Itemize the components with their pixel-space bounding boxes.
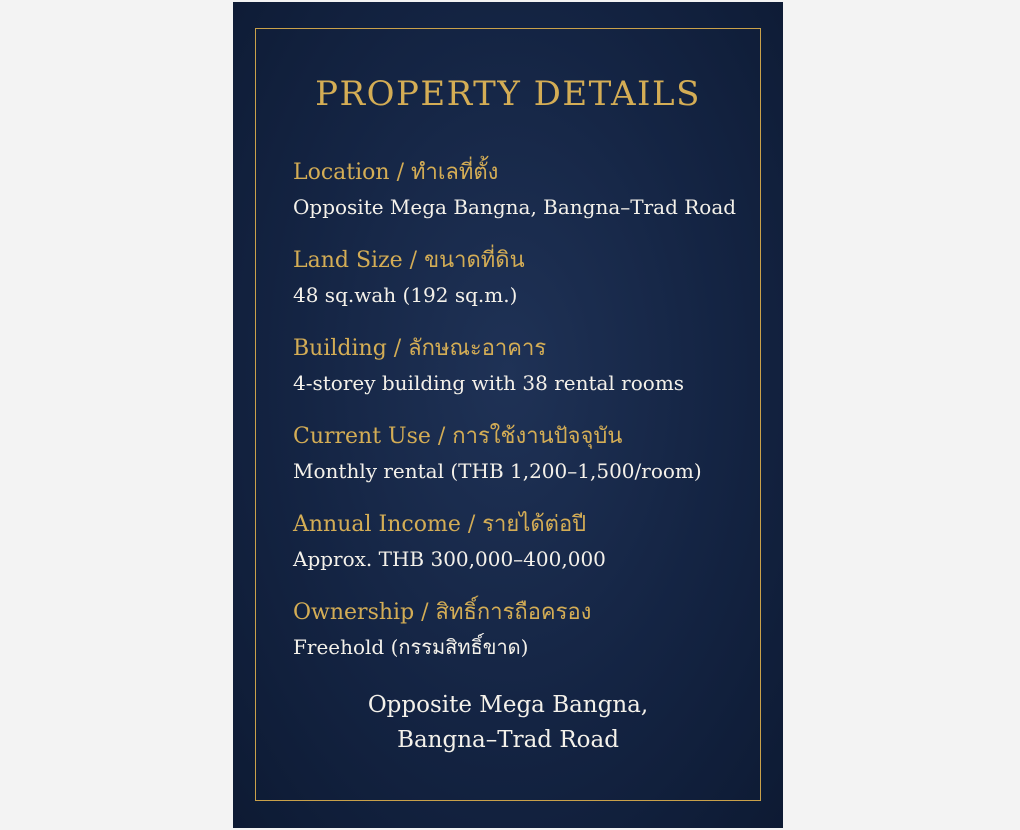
- detail-current-use: [293, 420, 763, 508]
- page-title: PROPERTY DETAILS: [315, 74, 701, 114]
- current-use-label: Current Use / การใช้งานปัจจุบัน: [293, 424, 623, 449]
- land-size-label: Land Size / ขนาดที่ดิน: [293, 248, 525, 273]
- location-value: Opposite Mega Bangna, Bangna–Trad Road: [293, 195, 737, 219]
- detail-annual-income: [293, 508, 763, 596]
- details-list: [293, 156, 763, 684]
- detail-ownership: [293, 596, 763, 684]
- ownership-label: Ownership / สิทธิ์การถือครอง: [293, 600, 592, 625]
- detail-land-size: [293, 244, 763, 332]
- location-footer: [233, 688, 783, 758]
- land-size-value: 48 sq.wah (192 sq.m.): [293, 283, 518, 307]
- annual-income-value: Approx. THB 300,000–400,000: [293, 547, 606, 571]
- location-label: Location / ทำเลที่ตั้ง: [293, 160, 499, 185]
- footer-line-1: Opposite Mega Bangna,: [367, 692, 649, 718]
- detail-building: [293, 332, 763, 420]
- current-use-value: Monthly rental (THB 1,200–1,500/room): [293, 459, 702, 483]
- ownership-value: Freehold (กรรมสิทธิ์ขาด): [293, 635, 529, 659]
- detail-location: [293, 156, 763, 244]
- annual-income-label: Annual Income / รายได้ต่อปี: [293, 512, 587, 537]
- building-value: 4-storey building with 38 rental rooms: [293, 371, 685, 395]
- property-details-card: [233, 2, 783, 828]
- building-label: Building / ลักษณะอาคาร: [293, 336, 547, 361]
- footer-line-2: Bangna–Trad Road: [397, 727, 619, 753]
